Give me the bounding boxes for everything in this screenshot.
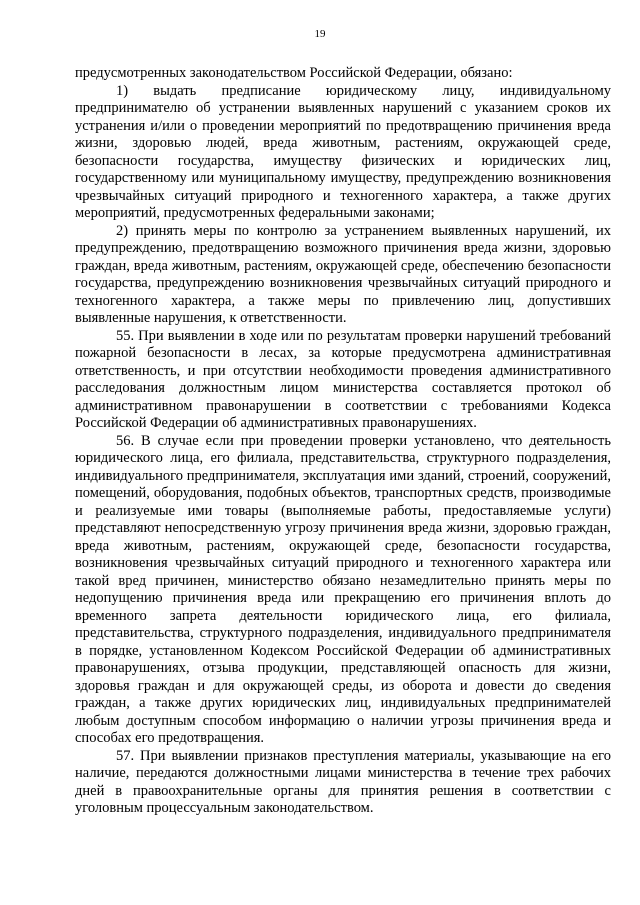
paragraph-56: 56. В случае если при проведении проверки установлено, что деятельность юридического лица, его филиала, представительства, структурного подразделения, индивидуального предпринимателя, эксплуатация ими зданий, строений, сооружений, помещений, оборудования, подобных объектов, транспортных средств, производимые и реализуемые ими товары (выполняемые работы, предоставляемые услуги) представляют непосредственную угрозу причинения вреда жизни, здоровью граждан, вреда животным, растениям, окружающей среде, безопасности государства, возникновения чрезвычайных ситуаций природного и техногенного характера или такой вред причинен, министерство обязано незамедлительно принять меры по недопущению причинения вреда или прекращению его причинения вплоть до временного запрета деятельности юридического лица, его филиала, представительства, структурного подразделения, индивидуального предпринимателя в порядке, установленном Кодексом Российской Федерации об административных правонарушениях, отзыва продукции, представляющей опасность для жизни, здоровья граждан и для окружающей среды, из оборота и довести до сведения граждан, а также других юридических лиц, индивидуальных предпринимателей любым доступным способом информацию о наличии угрозы причинения вреда и способах его предотвращения. (75, 432, 611, 746)
paragraph-continuation: предусмотренных законодательством Российской Федерации, обязано: (75, 65, 513, 81)
paragraph-item-2: 2) принять меры по контролю за устранением выявленных нарушений, их предупреждению, предотвращению возможного причинения вреда жизни, здоровью граждан, вреда животным, растениям, окружающей среде, обеспечению безопасности государства, предупреждению возникновения чрезвычайных ситуаций природного и техногенного характера, а также меры по привлечению лиц, допустивших выявленные нарушения, к ответственности. (75, 222, 611, 326)
paragraph-57: 57. При выявлении признаков преступления материалы, указывающие на его наличие, передаются должностными лицами министерства в течение трех рабочих дней в правоохранительные органы для принятия решения в соответствии с уголовным процессуальным законодательством. (75, 747, 611, 816)
page-number: 19 (314, 28, 326, 40)
document-body (75, 65, 611, 818)
paragraph-55: 55. При выявлении в ходе или по результатам проверки нарушений требований пожарной безопасности в лесах, за которые предусмотрена административная ответственность, и при отсутствии необходимости проведения административного расследования должностным лицом министерства составляется протокол об административном правонарушении в соответствии с требованиями Кодекса Российской Федерации об административных правонарушениях. (75, 327, 611, 431)
paragraph-item-1: 1) выдать предписание юридическому лицу, индивидуальному предпринимателю об устранении выявленных нарушений с указанием сроков их устранения и/или о проведении мероприятий по предотвращению причинения вреда жизни, здоровью людей, вреда животным, растениям, окружающей среде, безопасности государства, имуществу физических и юридических лиц, государственному или муниципальному имуществу, предупреждению возникновения чрезвычайных ситуаций природного и техногенного характера, а также других мероприятий, предусмотренных федеральными законами; (75, 82, 611, 221)
